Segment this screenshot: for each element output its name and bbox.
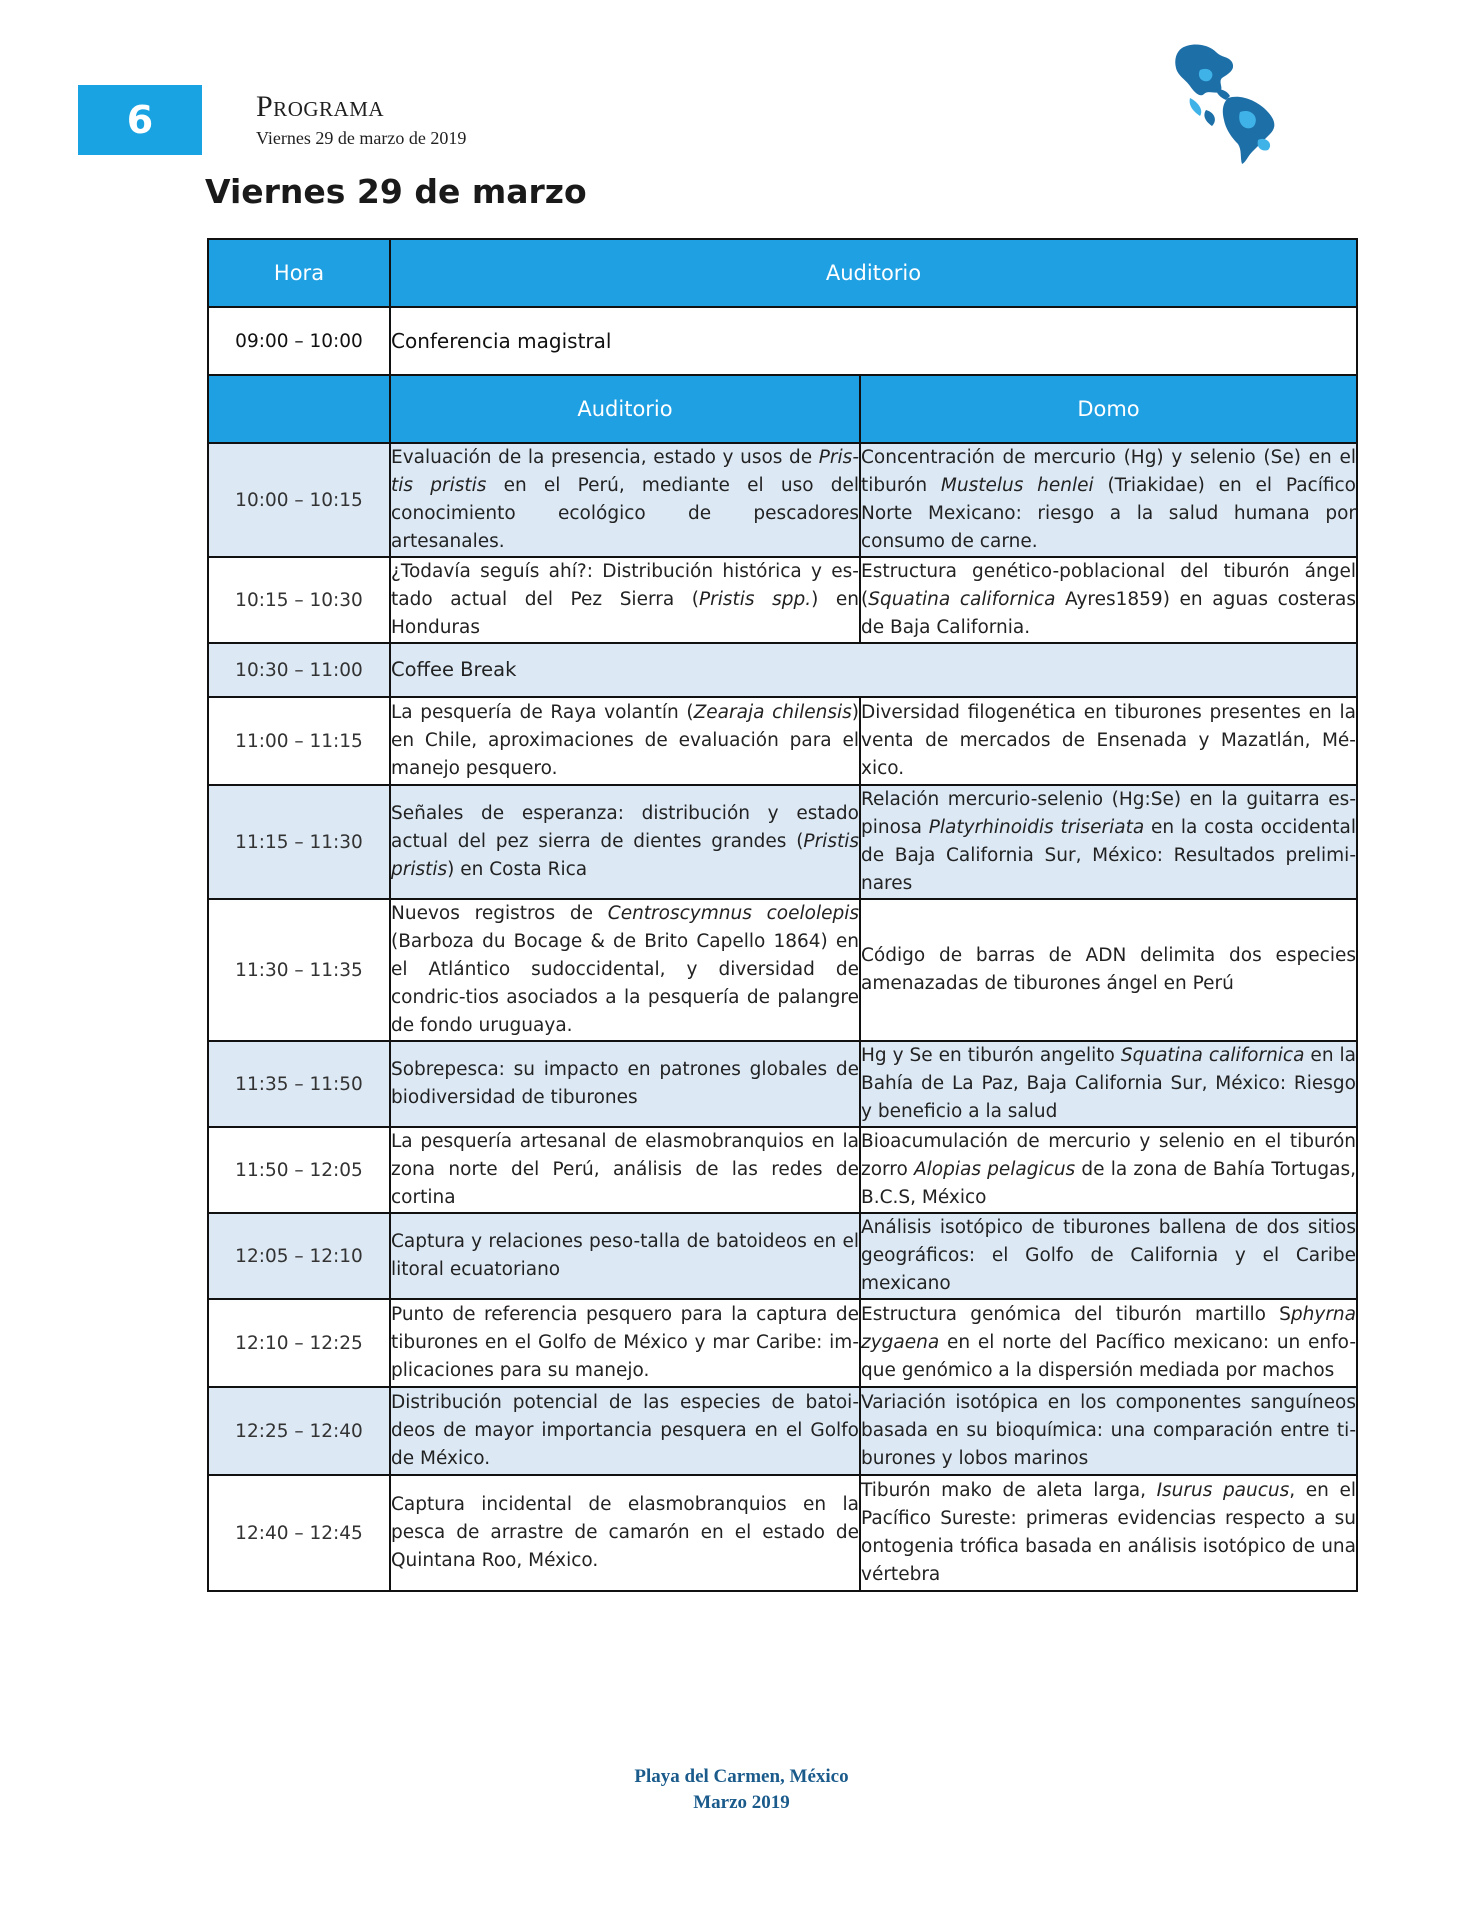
domo-talk: Diversidad filogenética en tiburones presentes en la venta de mercados de Ensenada y Mazatlán, Mé-xico. <box>860 697 1357 785</box>
auditorio-talk: ¿Todavía seguís ahí?: Distribución histórica y es-tado actual del Pez Sierra (Pristis spp.) en Honduras <box>390 557 860 643</box>
americas-map-logo <box>1170 40 1290 165</box>
session-row <box>208 1299 1357 1387</box>
footer-date: Marzo 2019 <box>693 1792 790 1813</box>
session-time: 11:00 – 11:15 <box>208 697 390 785</box>
session-row <box>208 557 1357 643</box>
session-time: 10:00 – 10:15 <box>208 443 390 557</box>
session-time: 10:15 – 10:30 <box>208 557 390 643</box>
break-label: Coffee Break <box>390 643 1357 697</box>
session-row <box>208 1387 1357 1475</box>
section-title: Programa <box>256 90 385 123</box>
domo-talk: Tiburón mako de aleta larga, Isurus paucus, en el Pacífico Sureste: primeras evidencias respecto a su ontogenia trófica basada en análisis isotópico de una vértebra <box>860 1475 1357 1591</box>
keynote-title: Conferencia magistral <box>390 307 1357 375</box>
auditorio-talk: Captura incidental de elasmobranquios en la pesca de arrastre de camarón en el estado de Quintana Roo, México. <box>390 1475 860 1591</box>
domo-talk: Análisis isotópico de tiburones ballena de dos sitios geográficos: el Golfo de California y el Caribe mexicano <box>860 1213 1357 1299</box>
col-header-hora: Hora <box>208 239 390 307</box>
subheader-auditorio: Auditorio <box>390 375 860 443</box>
subheader-empty <box>208 375 390 443</box>
domo-talk: Variación isotópica en los componentes sanguíneos basada en su bioquímica: una comparación entre ti-burones y lobos marinos <box>860 1387 1357 1475</box>
break-time: 10:30 – 11:00 <box>208 643 390 697</box>
session-row <box>208 1041 1357 1127</box>
session-row <box>208 697 1357 785</box>
session-time: 12:10 – 12:25 <box>208 1299 390 1387</box>
schedule-table <box>207 238 1358 1592</box>
session-row <box>208 899 1357 1041</box>
coffee-break-row <box>208 643 1357 697</box>
session-time: 11:50 – 12:05 <box>208 1127 390 1213</box>
auditorio-talk: Distribución potencial de las especies de batoi-deos de mayor importancia pesquera en el Golfo de México. <box>390 1387 860 1475</box>
session-time: 11:15 – 11:30 <box>208 785 390 899</box>
session-row <box>208 443 1357 557</box>
auditorio-talk: Señales de esperanza: distribución y estado actual del pez sierra de dientes grandes (Pristis pristis) en Costa Rica <box>390 785 860 899</box>
page-heading: Viernes 29 de marzo <box>205 172 587 211</box>
auditorio-talk: Evaluación de la presencia, estado y usos de Pris-tis pristis en el Perú, mediante el uso del conocimiento ecológico de pescadores artesanales. <box>390 443 860 557</box>
auditorio-talk: Punto de referencia pesquero para la captura de tiburones en el Golfo de México y mar Caribe: im-plicaciones para su manejo. <box>390 1299 860 1387</box>
domo-talk: Código de barras de ADN delimita dos especies amenazadas de tiburones ángel en Perú <box>860 899 1357 1041</box>
subheader-domo: Domo <box>860 375 1357 443</box>
auditorio-talk: La pesquería artesanal de elasmobranquios en la zona norte del Perú, análisis de las redes de cortina <box>390 1127 860 1213</box>
domo-talk: Estructura genético-poblacional del tiburón ángel (Squatina californica Ayres1859) en aguas costeras de Baja California. <box>860 557 1357 643</box>
session-time: 12:25 – 12:40 <box>208 1387 390 1475</box>
auditorio-talk: Captura y relaciones peso-talla de batoideos en el litoral ecuatoriano <box>390 1213 860 1299</box>
page-number-badge: 6 <box>78 85 202 155</box>
session-row <box>208 1475 1357 1591</box>
domo-talk: Bioacumulación de mercurio y selenio en el tiburón zorro Alopias pelagicus de la zona de Bahía Tortugas, B.C.S, México <box>860 1127 1357 1213</box>
auditorio-talk: Nuevos registros de Centroscymnus coelolepis (Barboza du Bocage & de Brito Capello 1864) en el Atlántico sudoccidental, y diversidad de condric-tios asociados a la pesquería de palangre de fondo uruguaya. <box>390 899 860 1041</box>
domo-talk: Concentración de mercurio (Hg) y selenio (Se) en el tiburón Mustelus henlei (Triakidae) en el Pacífico Norte Mexicano: riesgo a la salud humana por consumo de carne. <box>860 443 1357 557</box>
auditorio-talk: Sobrepesca: su impacto en patrones globales de biodiversidad de tiburones <box>390 1041 860 1127</box>
session-time: 12:05 – 12:10 <box>208 1213 390 1299</box>
section-subtitle: Viernes 29 de marzo de 2019 <box>256 128 467 148</box>
col-header-auditorio: Auditorio <box>390 239 1357 307</box>
session-row <box>208 1213 1357 1299</box>
footer-location: Playa del Carmen, México <box>634 1766 849 1787</box>
session-time: 11:35 – 11:50 <box>208 1041 390 1127</box>
session-row <box>208 785 1357 899</box>
session-time: 12:40 – 12:45 <box>208 1475 390 1591</box>
keynote-time: 09:00 – 10:00 <box>208 307 390 375</box>
domo-talk: Hg y Se en tiburón angelito Squatina californica en la Bahía de La Paz, Baja California Sur, México: Riesgo y beneficio a la salud <box>860 1041 1357 1127</box>
auditorio-talk: La pesquería de Raya volantín (Zearaja chilensis) en Chile, aproximaciones de evaluación para el manejo pesquero. <box>390 697 860 785</box>
domo-talk: Relación mercurio-selenio (Hg:Se) en la guitarra es-pinosa Platyrhinoidis triseriata en la costa occidental de Baja California Sur, México: Resultados prelimi-nares <box>860 785 1357 899</box>
domo-talk: Estructura genómica del tiburón martillo Sphyrna zygaena en el norte del Pacífico mexicano: un enfo-que genómico a la dispersión mediada por machos <box>860 1299 1357 1387</box>
session-row <box>208 1127 1357 1213</box>
session-time: 11:30 – 11:35 <box>208 899 390 1041</box>
